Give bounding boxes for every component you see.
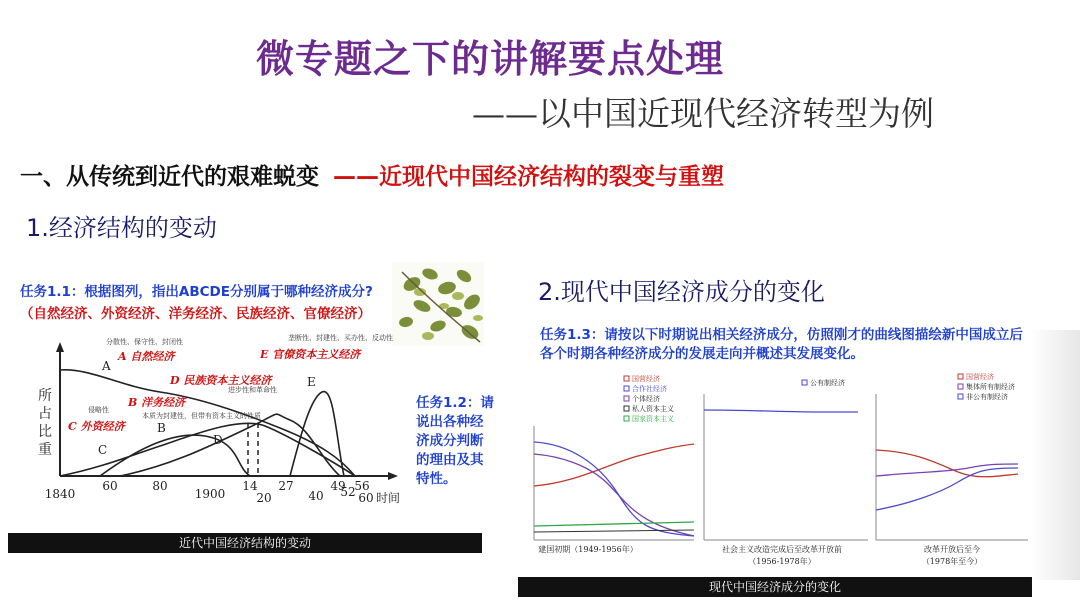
task-1-1-options: （自然经济、外资经济、洋务经济、民族经济、官僚经济） xyxy=(20,306,371,322)
figure1-caption: 近代中国经济结构的变动 xyxy=(8,533,482,553)
svg-text:重: 重 xyxy=(38,442,52,458)
tick-label: 20 xyxy=(256,491,272,505)
section-heading xyxy=(20,158,724,191)
tick-label: 60 xyxy=(102,479,118,493)
curve-letter-c: C xyxy=(98,443,108,457)
panel-label: 建国初期（1949-1956年） xyxy=(538,545,638,554)
y-axis-label xyxy=(38,388,52,458)
x-axis-label: 时间 xyxy=(375,491,401,505)
tick-label: 52 xyxy=(340,485,356,499)
heading-modern-economy: 2.现代中国经济成分的变化 xyxy=(538,278,825,306)
legend-item: 国营经济 xyxy=(966,373,994,381)
panel-label-line2: （1978年至今） xyxy=(921,557,983,566)
figure2-caption: 现代中国经济成分的变化 xyxy=(518,577,1032,597)
note-c: 侵略性 xyxy=(88,406,109,414)
tick-label: 80 xyxy=(152,479,168,493)
legend-item: 私人资本主义 xyxy=(632,405,674,413)
curve-letter-e: E xyxy=(307,375,316,389)
legend-item: 个体经济 xyxy=(632,395,660,403)
note-a: 分散性、保守性、封闭性 xyxy=(106,338,183,346)
label-d: D 民族资本主义经济 xyxy=(170,374,272,387)
section-label: 一、从传统到近代的艰难蜕变 xyxy=(20,164,319,190)
slide-title: 微专题之下的讲解要点处理 xyxy=(256,37,725,81)
heading-economic-structure: 1.经济结构的变动 xyxy=(26,214,217,242)
curve-letter-a: A xyxy=(102,359,111,373)
tick-label: 49 xyxy=(330,479,346,493)
legend-item: 公有制经济 xyxy=(810,379,845,387)
legend-item: 集体所有制经济 xyxy=(966,383,1015,391)
section-emphasis: ——近现代中国经济结构的裂变与重塑 xyxy=(333,164,724,190)
note-d: 进步性和革命性 xyxy=(228,386,277,394)
label-b: B 洋务经济 xyxy=(128,396,186,409)
tick-label: 40 xyxy=(308,489,324,503)
panel-1949-1956 xyxy=(534,374,694,554)
task-1-3: 任务1.3：请按以下时期说出相关经济成分，仿照刚才的曲线图描绘新中国成立后各个时期各种经济成分的发展走向并概述其发展变化。 xyxy=(540,327,1023,362)
tick-label: 56 xyxy=(354,479,370,493)
task-1-2: 任务1.2：请说出各种经济成分判断的理由及其特性。 xyxy=(416,395,494,487)
svg-text:所: 所 xyxy=(38,388,52,404)
legend-item: 非公有制经济 xyxy=(966,393,1008,401)
curve-letter-b: B xyxy=(157,421,166,435)
curve-letter-d: D xyxy=(213,433,223,447)
legend-item: 国家资本主义 xyxy=(632,415,674,423)
modern-economy-chart xyxy=(518,364,1034,576)
svg-text:比: 比 xyxy=(38,424,52,440)
label-c: C 外资经济 xyxy=(68,420,125,433)
panel-label-line1: 改革开放后至今 xyxy=(924,545,980,554)
note-e: 垄断性、封建性、买办性、反动性 xyxy=(288,334,393,342)
legend-item: 合作社经济 xyxy=(632,385,667,393)
svg-text:占: 占 xyxy=(38,406,52,422)
slide-subtitle: ——以中国近现代经济转型为例 xyxy=(472,94,934,133)
panel-1956-1978 xyxy=(704,378,868,566)
economic-structure-chart xyxy=(10,328,410,508)
label-a: A 自然经济 xyxy=(118,350,175,363)
tick-label: 1900 xyxy=(194,487,226,501)
task-1-1: 任务1.1：根据图列，指出ABCDE分别属于哪种经济成分? xyxy=(20,284,373,300)
panel-label-line2: （1956-1978年） xyxy=(748,557,816,566)
edge-shadow xyxy=(1030,330,1080,580)
tick-label: 1840 xyxy=(44,487,76,501)
tick-label: 14 xyxy=(242,479,258,493)
tick-label: 60 xyxy=(358,491,374,505)
legend-item: 国营经济 xyxy=(632,375,660,383)
tick-label: 27 xyxy=(278,479,294,493)
panel-label-line1: 社会主义改造完成后至改革开放前 xyxy=(722,545,842,554)
label-e: E 官僚资本主义经济 xyxy=(260,348,361,361)
panel-1978-now xyxy=(876,372,1028,566)
note-b: 本质为封建性，但带有资本主义的性质 xyxy=(142,412,261,420)
